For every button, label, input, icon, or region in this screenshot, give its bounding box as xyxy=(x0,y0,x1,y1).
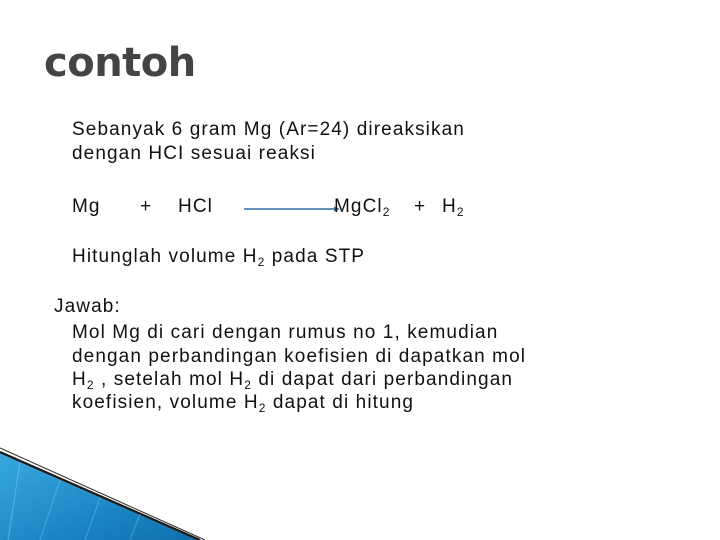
answer-line-4: koefisien, volume $H_2$ dapat di hitung xyxy=(72,392,415,415)
question-text: Hitunglah volume $H_2$ pada STP xyxy=(72,246,366,269)
problem-line-2: dengan HCI sesuai reaksi xyxy=(72,143,316,164)
slide-title: contoh xyxy=(44,40,196,86)
reactant-mg: Mg xyxy=(72,196,101,217)
answer-line-3: $H_2$ , setelah mol $H_2$ di dapat dari perbandingan xyxy=(72,369,514,392)
answer-heading: Jawab: xyxy=(54,296,121,317)
plus-sign-1: + xyxy=(140,196,153,217)
problem-line-1: Sebanyak 6 gram Mg (Ar=24) direaksikan xyxy=(72,119,465,140)
product-mgcl2: MgCl$_2$ xyxy=(334,196,391,219)
plus-sign-2: + xyxy=(414,196,427,217)
answer-line-2: dengan perbandingan koefisien di dapatkan mol xyxy=(72,346,527,367)
answer-line-1: Mol Mg di cari dengan rumus no 1, kemudian xyxy=(72,322,499,343)
reaction-arrow-icon xyxy=(244,204,340,214)
product-h2: $H_2$ xyxy=(442,196,465,219)
corner-decoration xyxy=(0,440,720,540)
reactant-hcl: HCl xyxy=(178,196,213,217)
